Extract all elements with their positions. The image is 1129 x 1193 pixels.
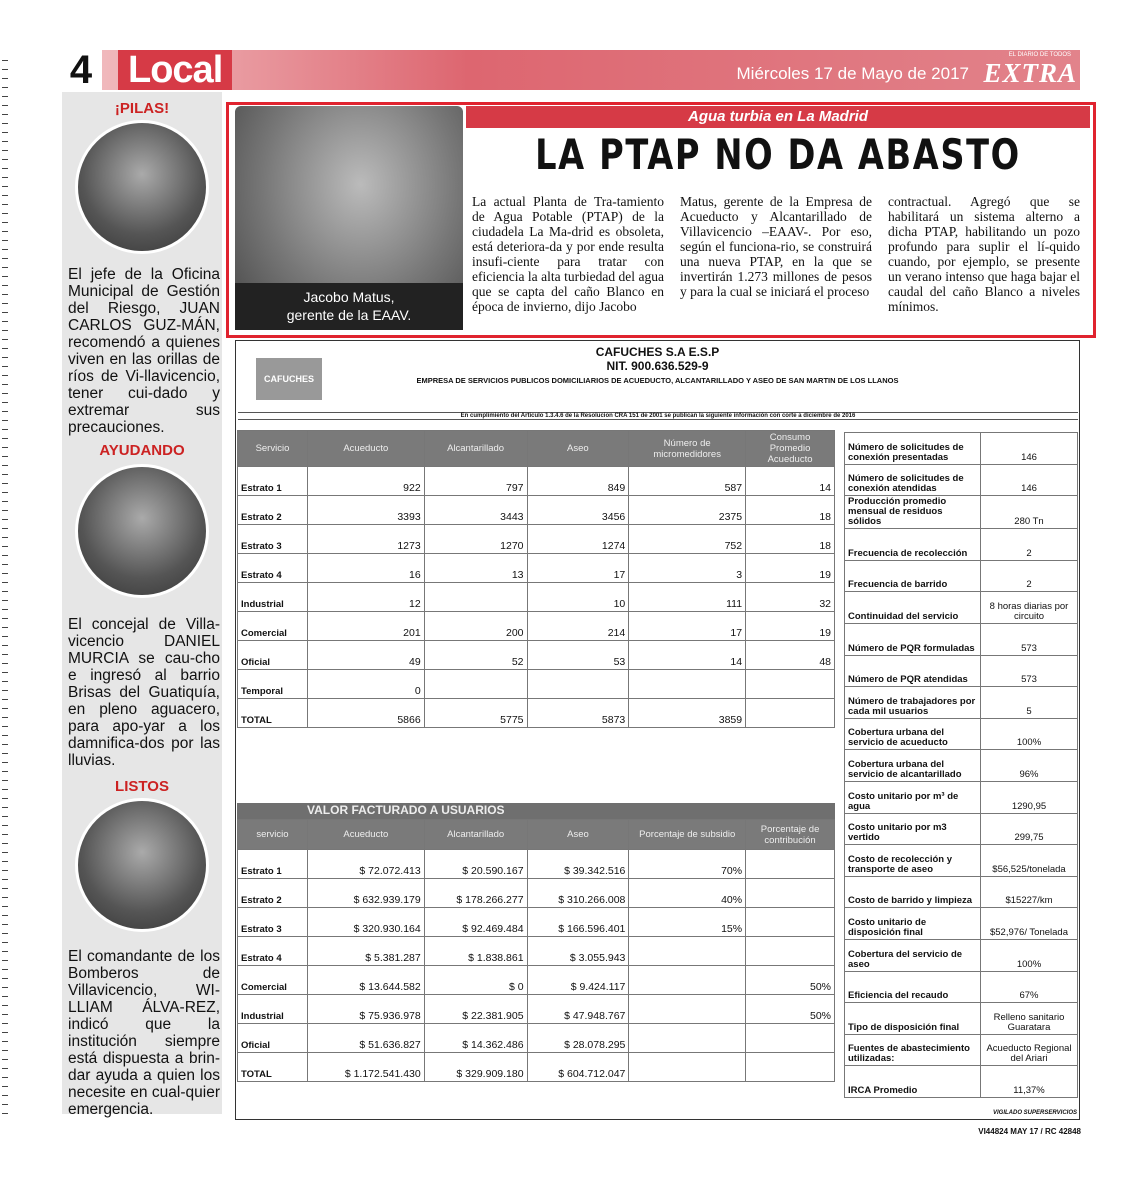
t2-row-5-cell-5: 50% — [746, 995, 835, 1024]
t1-header-cell-2: Alcantarillado — [424, 431, 527, 467]
t2-row-2-cell-3: $ 166.596.401 — [527, 908, 629, 937]
ad-note: En cumplimiento del Articulo 1.3.4.6 de la Resolucion CRA 151 de 2001 se publican la siguiente información con corte a diciembre de 2016 — [238, 412, 1078, 420]
t2-row-6-cell-1: $ 51.636.827 — [307, 1024, 424, 1053]
t3-row-17-cell-0: Eficiencia del recaudo — [845, 971, 981, 1003]
t3-row-3-cell-0: Frecuencia de recolección — [845, 529, 981, 561]
t1-row-0-cell-2: 797 — [424, 467, 527, 496]
sidebar-title-listos: LISTOS — [115, 778, 169, 795]
t3-row-17-cell-1: 67% — [981, 971, 1078, 1003]
t1-row-6 — [238, 641, 835, 670]
t2-row-3-cell-0: Estrato 4 — [238, 937, 308, 966]
t2-row-7-cell-3: $ 604.712.047 — [527, 1053, 629, 1082]
photo-caption — [235, 283, 463, 330]
ad-company: CAFUCHES S.A E.S.P — [595, 345, 720, 359]
t3-row-10 — [845, 750, 1078, 782]
t1-row-4-cell-0: Industrial — [238, 583, 308, 612]
t2-row-2-cell-0: Estrato 3 — [238, 908, 308, 937]
t1-row-6-cell-2: 52 — [424, 641, 527, 670]
t2-header-cell-4: Porcentaje de subsidio — [629, 820, 746, 850]
t2-row-4-cell-0: Comercial — [238, 966, 308, 995]
t2-row-6 — [238, 1024, 835, 1053]
article-headline: LA PTAP NO DA ABASTO — [535, 130, 1021, 179]
t1-row-0-cell-5: 14 — [746, 467, 835, 496]
sidebar-photo-alvarez — [75, 798, 209, 932]
t2-row-0-cell-2: $ 20.590.167 — [424, 850, 527, 879]
t2-header-cell-0: servicio — [238, 820, 308, 850]
t1-row-5-cell-2: 200 — [424, 612, 527, 641]
t3-row-5-cell-0: Continuidad del servicio — [845, 592, 981, 624]
t1-row-6-cell-3: 53 — [527, 641, 629, 670]
t3-row-12-cell-0: Costo unitario por m3 vertido — [845, 813, 981, 845]
t1-row-0-cell-0: Estrato 1 — [238, 467, 308, 496]
t2-row-3-cell-4 — [629, 937, 746, 966]
t2-header-cell-3: Aseo — [527, 820, 629, 850]
t1-row-1-cell-2: 3443 — [424, 496, 527, 525]
sidebar-photo-murcia — [75, 464, 209, 598]
t1-row-6-cell-5: 48 — [746, 641, 835, 670]
t1-row-7-cell-5 — [746, 670, 835, 699]
t3-row-7-cell-1: 573 — [981, 655, 1078, 687]
t1-header-cell-5: Consumo Promedio Acueducto — [746, 431, 835, 467]
t3-row-1-cell-0: Número de solicitudes de conexión atendidas — [845, 464, 981, 496]
t1-row-8-cell-5 — [746, 699, 835, 728]
t3-row-4-cell-0: Frecuencia de barrido — [845, 560, 981, 592]
t3-row-2-cell-1: 280 Tn — [981, 496, 1078, 529]
t3-row-9 — [845, 718, 1078, 750]
t2-header-cell-2: Alcantarillado — [424, 820, 527, 850]
t2-header — [238, 820, 835, 850]
ad-logo: CAFUCHES — [256, 358, 322, 400]
t1-header-cell-4: Número de micromedidores — [629, 431, 746, 467]
caption-line-1: Jacobo Matus, — [303, 289, 395, 305]
t1-row-4-cell-1: 12 — [307, 583, 424, 612]
t3-row-7-cell-0: Número de PQR atendidas — [845, 655, 981, 687]
t2-row-2-cell-4: 15% — [629, 908, 746, 937]
t1-row-2-cell-2: 1270 — [424, 525, 527, 554]
t2-row-5 — [238, 995, 835, 1024]
t3-row-5 — [845, 592, 1078, 624]
t3-row-11-cell-1: 1290,95 — [981, 781, 1078, 813]
t2-row-4-cell-3: $ 9.424.117 — [527, 966, 629, 995]
t2-row-6-cell-0: Oficial — [238, 1024, 308, 1053]
t3-row-15-cell-1: $52,976/ Tonelada — [981, 908, 1078, 940]
t3-row-1-cell-1: 146 — [981, 464, 1078, 496]
t1-row-3-cell-1: 16 — [307, 554, 424, 583]
t3-row-19-cell-1: Acueducto Regional del Ariari — [981, 1034, 1078, 1066]
t2-header-cell-1: Acueducto — [307, 820, 424, 850]
sidebar-text-ayudando: El concejal de Villa-vicencio DANIEL MURCIA se cau-cho e ingresó al barrio Brisas del Guatiquía, en pleno aguacero, para apo-yar a los damnifica-dos por las lluvias. — [68, 616, 220, 769]
t3-row-20-cell-1: 11,37% — [981, 1066, 1078, 1098]
t3-row-13 — [845, 845, 1078, 877]
header-date: Miércoles 17 de Mayo de 2017 — [736, 64, 969, 83]
t1-row-4-cell-4: 111 — [629, 583, 746, 612]
t3-row-4 — [845, 560, 1078, 592]
t1-row-1 — [238, 496, 835, 525]
t3-row-0-cell-0: Número de solicitudes de conexión presentadas — [845, 433, 981, 465]
t2-row-2-cell-1: $ 320.930.164 — [307, 908, 424, 937]
t2-row-7-cell-4 — [629, 1053, 746, 1082]
t1-header-cell-3: Aseo — [527, 431, 629, 467]
t1-row-3 — [238, 554, 835, 583]
t3-row-15-cell-0: Costo unitario de disposición final — [845, 908, 981, 940]
t3-row-8 — [845, 687, 1078, 719]
t1-header — [238, 431, 835, 467]
sidebar-photo-guzman — [75, 120, 209, 254]
t1-row-2-cell-1: 1273 — [307, 525, 424, 554]
t3-row-4-cell-1: 2 — [981, 560, 1078, 592]
t2-row-3-cell-5 — [746, 937, 835, 966]
t3-row-20-cell-0: IRCA Promedio — [845, 1066, 981, 1098]
t3-row-19-cell-0: Fuentes de abastecimiento utilizadas: — [845, 1034, 981, 1066]
t1-row-5 — [238, 612, 835, 641]
t1-row-6-cell-0: Oficial — [238, 641, 308, 670]
t2-row-0-cell-3: $ 39.342.516 — [527, 850, 629, 879]
brand-logo: EXTRA — [983, 58, 1077, 88]
t3-row-18-cell-1: Relleno sanitario Guaratara — [981, 1003, 1078, 1035]
t1-row-5-cell-1: 201 — [307, 612, 424, 641]
t2-row-6-cell-4 — [629, 1024, 746, 1053]
t1-row-4-cell-2 — [424, 583, 527, 612]
t3-row-14 — [845, 876, 1078, 908]
t3-row-0 — [845, 433, 1078, 465]
t3-row-15 — [845, 908, 1078, 940]
t2-row-6-cell-3: $ 28.078.295 — [527, 1024, 629, 1053]
t1-header-cell-1: Acueducto — [307, 431, 424, 467]
t3-row-18 — [845, 1003, 1078, 1035]
t2-row-4-cell-2: $ 0 — [424, 966, 527, 995]
t2-row-7-cell-2: $ 329.909.180 — [424, 1053, 527, 1082]
t3-row-18-cell-0: Tipo de disposición final — [845, 1003, 981, 1035]
t1-row-1-cell-4: 2375 — [629, 496, 746, 525]
t1-row-1-cell-5: 18 — [746, 496, 835, 525]
t2-row-0-cell-0: Estrato 1 — [238, 850, 308, 879]
t2-row-3-cell-1: $ 5.381.287 — [307, 937, 424, 966]
t1-row-2-cell-0: Estrato 3 — [238, 525, 308, 554]
t1-row-5-cell-3: 214 — [527, 612, 629, 641]
page-edge-marks — [2, 60, 8, 1120]
t2-row-7-cell-0: TOTAL — [238, 1053, 308, 1082]
t1-row-2 — [238, 525, 835, 554]
t3-row-20 — [845, 1066, 1078, 1098]
t1-row-8-cell-2: 5775 — [424, 699, 527, 728]
t1-row-0-cell-1: 922 — [307, 467, 424, 496]
t3-row-13-cell-0: Costo de recolección y transporte de aseo — [845, 845, 981, 877]
t3-row-2 — [845, 496, 1078, 529]
t2-row-5-cell-4 — [629, 995, 746, 1024]
caption-line-2: gerente de la EAAV. — [286, 307, 412, 323]
t1-row-8-cell-1: 5866 — [307, 699, 424, 728]
t1-row-4-cell-5: 32 — [746, 583, 835, 612]
t2-row-5-cell-0: Industrial — [238, 995, 308, 1024]
t1-row-2-cell-4: 752 — [629, 525, 746, 554]
t1-row-7-cell-3 — [527, 670, 629, 699]
t3-row-16-cell-0: Cobertura del servicio de aseo — [845, 939, 981, 971]
t2-header-cell-5: Porcentaje de contribución — [746, 820, 835, 850]
article-column-2: Matus, gerente de la Empresa de Acueducto y Alcantarillado de Villavicencio –EAAV-. Por eso, según el funciona-rio, se construirá una nueva PTAP, en la que se invertirán 1.273 millones de pesos y para la cual se iniciará el proceso — [680, 194, 872, 299]
t1-row-5-cell-5: 19 — [746, 612, 835, 641]
t2-row-1-cell-2: $ 178.266.277 — [424, 879, 527, 908]
t3-row-3 — [845, 529, 1078, 561]
article-column-1: La actual Planta de Tra-tamiento de Agua Potable (PTAP) de la ciudadela La Ma-drid es obsoleta, está deteriora-da y por ende resulta insufi-ciente para tratar con eficiencia la alta turbiedad del agua que se capta del caño Blanco en época de invierno, dijo Jacobo — [472, 194, 664, 314]
t3-row-16-cell-1: 100% — [981, 939, 1078, 971]
ad-title-block — [235, 345, 1080, 385]
t1-row-2-cell-5: 18 — [746, 525, 835, 554]
t1-row-7-cell-0: Temporal — [238, 670, 308, 699]
t3-row-13-cell-1: $56,525/tonelada — [981, 845, 1078, 877]
t1-header-cell-0: Servicio — [238, 431, 308, 467]
t3-row-5-cell-1: 8 horas diarias por circuito — [981, 592, 1078, 624]
t2-row-7-cell-1: $ 1.172.541.430 — [307, 1053, 424, 1082]
t3-row-6 — [845, 623, 1078, 655]
t2-row-6-cell-2: $ 14.362.486 — [424, 1024, 527, 1053]
t3-row-6-cell-0: Número de PQR formuladas — [845, 623, 981, 655]
t2-row-4-cell-4 — [629, 966, 746, 995]
t2-row-6-cell-5 — [746, 1024, 835, 1053]
brand-tagline: EL DIARIO DE TODOS — [1008, 52, 1071, 58]
t1-row-3-cell-2: 13 — [424, 554, 527, 583]
t3-row-1 — [845, 464, 1078, 496]
t3-row-8-cell-0: Número de trabajadores por cada mil usuarios — [845, 687, 981, 719]
t2-row-7-cell-5 — [746, 1053, 835, 1082]
t1-row-4 — [238, 583, 835, 612]
t2-row-0-cell-4: 70% — [629, 850, 746, 879]
t3-row-9-cell-0: Cobertura urbana del servicio de acueducto — [845, 718, 981, 750]
t3-row-11-cell-0: Costo unitario por m³ de agua — [845, 781, 981, 813]
t2-row-5-cell-3: $ 47.948.767 — [527, 995, 629, 1024]
t3-row-12 — [845, 813, 1078, 845]
t1-row-3-cell-4: 3 — [629, 554, 746, 583]
t1-row-3-cell-5: 19 — [746, 554, 835, 583]
t1-row-6-cell-1: 49 — [307, 641, 424, 670]
article-kicker: Agua turbia en La Madrid — [466, 106, 1090, 128]
t2-row-4-cell-5: 50% — [746, 966, 835, 995]
t3-row-6-cell-1: 573 — [981, 623, 1078, 655]
t2-row-1-cell-0: Estrato 2 — [238, 879, 308, 908]
table-users — [237, 430, 835, 728]
t3-row-8-cell-1: 5 — [981, 687, 1078, 719]
t1-row-1-cell-3: 3456 — [527, 496, 629, 525]
article-column-3: contractual. Agregó que se habilitará un sistema alterno a dicha PTAP, habilitando un pozo profundo para suplir el lí-quido cuando, por ejemplo, se presente un verano intenso que haga bajar el caudal del caño Blanco a niveles mínimos. — [888, 194, 1080, 314]
t3-row-14-cell-1: $15227/km — [981, 876, 1078, 908]
t2-row-1-cell-4: 40% — [629, 879, 746, 908]
t3-row-17 — [845, 971, 1078, 1003]
t2-row-1-cell-5 — [746, 879, 835, 908]
t1-row-8-cell-3: 5873 — [527, 699, 629, 728]
section-label: Local — [118, 50, 232, 90]
t1-row-7 — [238, 670, 835, 699]
t2-row-3-cell-3: $ 3.055.943 — [527, 937, 629, 966]
t1-row-8 — [238, 699, 835, 728]
t3-row-7 — [845, 655, 1078, 687]
t2-row-1 — [238, 879, 835, 908]
t1-row-3-cell-0: Estrato 4 — [238, 554, 308, 583]
t2-row-0-cell-5 — [746, 850, 835, 879]
t3-row-10-cell-1: 96% — [981, 750, 1078, 782]
t2-row-3 — [238, 937, 835, 966]
t1-row-3-cell-3: 17 — [527, 554, 629, 583]
t1-row-4-cell-3: 10 — [527, 583, 629, 612]
t2-row-2 — [238, 908, 835, 937]
t2-row-3-cell-2: $ 1.838.861 — [424, 937, 527, 966]
table-billing-title: VALOR FACTURADO A USUARIOS — [237, 803, 835, 819]
t1-row-0-cell-4: 587 — [629, 467, 746, 496]
t1-row-5-cell-4: 17 — [629, 612, 746, 641]
t3-row-11 — [845, 781, 1078, 813]
t2-row-2-cell-5 — [746, 908, 835, 937]
table-indicators — [844, 432, 1078, 1098]
ad-nit: NIT. 900.636.529-9 — [606, 359, 709, 373]
t1-row-7-cell-2 — [424, 670, 527, 699]
t3-row-9-cell-1: 100% — [981, 718, 1078, 750]
t1-row-0-cell-3: 849 — [527, 467, 629, 496]
t3-row-3-cell-1: 2 — [981, 529, 1078, 561]
t1-row-8-cell-4: 3859 — [629, 699, 746, 728]
t2-row-1-cell-3: $ 310.266.008 — [527, 879, 629, 908]
ad-description: EMPRESA DE SERVICIOS PUBLICOS DOMICILIARIOS DE ACUEDUCTO, ALCANTARILLADO Y ASEO DE SAN MARTIN DE LOS LLANOS — [416, 376, 899, 385]
t3-row-10-cell-0: Cobertura urbana del servicio de alcantarillado — [845, 750, 981, 782]
t2-row-1-cell-1: $ 632.939.179 — [307, 879, 424, 908]
t3-row-2-cell-0: Producción promedio mensual de residuos sólidos — [845, 496, 981, 529]
t2-row-0-cell-1: $ 72.072.413 — [307, 850, 424, 879]
t1-row-0 — [238, 467, 835, 496]
t3-row-16 — [845, 939, 1078, 971]
sidebar-text-pilas: El jefe de la Oficina Municipal de Gestión del Riesgo, JUAN CARLOS GUZ-MÁN, recomendó a quienes viven en las orillas de ríos de Vi-llavicencio, tener cui-dado y extremar sus precauciones. — [68, 266, 220, 436]
t2-row-4-cell-1: $ 13.644.582 — [307, 966, 424, 995]
t1-row-2-cell-3: 1274 — [527, 525, 629, 554]
vigilado-label: VIGILADO SUPERSERVICIOS — [992, 1110, 1077, 1116]
t2-row-2-cell-2: $ 92.469.484 — [424, 908, 527, 937]
sidebar — [62, 92, 222, 1118]
sidebar-title-ayudando: AYUDANDO — [99, 442, 185, 459]
t2-row-5-cell-2: $ 22.381.905 — [424, 995, 527, 1024]
t1-row-1-cell-0: Estrato 2 — [238, 496, 308, 525]
t1-row-6-cell-4: 14 — [629, 641, 746, 670]
t1-row-7-cell-1: 0 — [307, 670, 424, 699]
t3-row-14-cell-0: Costo de barrido y limpieza — [845, 876, 981, 908]
t1-row-7-cell-4 — [629, 670, 746, 699]
page-number: 4 — [60, 48, 102, 92]
t1-row-8-cell-0: TOTAL — [238, 699, 308, 728]
sidebar-title-pilas: ¡PILAS! — [114, 100, 170, 117]
t2-row-4 — [238, 966, 835, 995]
t3-row-19 — [845, 1034, 1078, 1066]
sidebar-text-listos: El comandante de los Bomberos de Villavicencio, WI-LLIAM ÁLVA-REZ, indicó que la institución siempre está dispuesta a brin-dar ayuda a quien los necesite en cual-quier emergencia. — [68, 948, 220, 1118]
t2-row-0 — [238, 850, 835, 879]
ad-reference: VI44824 MAY 17 / RC 42848 — [978, 1127, 1081, 1136]
table-billing — [237, 819, 835, 1082]
t3-row-12-cell-1: 299,75 — [981, 813, 1078, 845]
t3-row-0-cell-1: 146 — [981, 433, 1078, 465]
t1-row-5-cell-0: Comercial — [238, 612, 308, 641]
t2-row-7 — [238, 1053, 835, 1082]
t2-row-5-cell-1: $ 75.936.978 — [307, 995, 424, 1024]
t1-row-1-cell-1: 3393 — [307, 496, 424, 525]
